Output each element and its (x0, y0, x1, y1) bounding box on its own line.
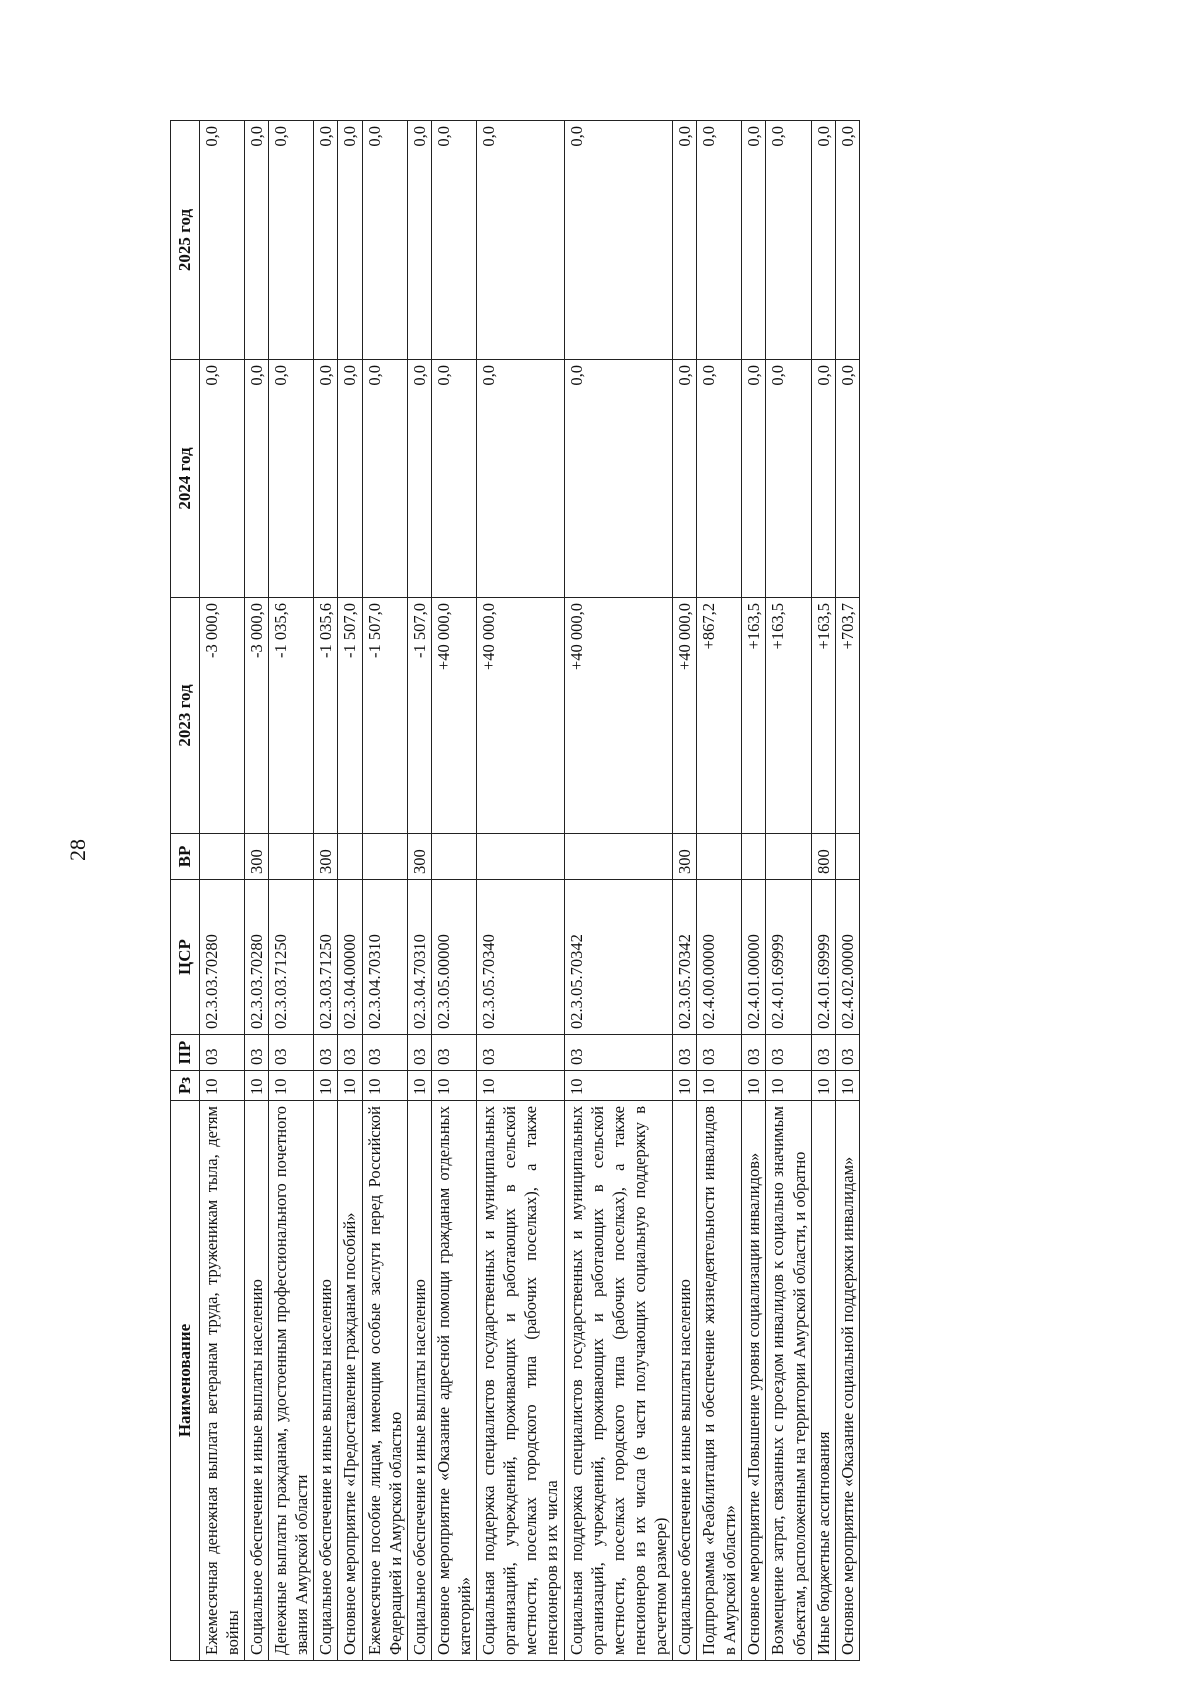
cell-2025: 0,0 (269, 121, 314, 360)
cell-name: Социальное обеспечение и иные выплаты населению (673, 1101, 697, 1661)
header-2024: 2024 год (171, 360, 200, 598)
cell-pr: 03 (673, 1035, 697, 1071)
cell-pr: 03 (338, 1035, 362, 1071)
header-2023: 2023 год (171, 598, 200, 834)
table-row (835, 121, 859, 1661)
cell-csr: 02.4.01.69999 (766, 880, 811, 1035)
cell-csr: 02.3.04.70310 (362, 880, 407, 1035)
cell-csr: 02.4.01.00000 (742, 880, 766, 1035)
cell-2025: 0,0 (338, 121, 362, 360)
cell-name: Денежные выплаты гражданам, удостоенным профессионального почетного звания Амурской области (269, 1101, 314, 1661)
cell-name: Основное мероприятие «Повышение уровня социализации инвалидов» (742, 1101, 766, 1661)
cell-rz: 10 (199, 1071, 244, 1101)
cell-rz: 10 (362, 1071, 407, 1101)
table-row (269, 121, 314, 1661)
cell-2025: 0,0 (407, 121, 431, 360)
cell-2023: +40 000,0 (477, 598, 564, 834)
table-row (673, 121, 697, 1661)
cell-2024: 0,0 (362, 360, 407, 598)
cell-2024: 0,0 (697, 360, 742, 598)
cell-vr (835, 834, 859, 880)
table-row (314, 121, 338, 1661)
table-row (811, 121, 835, 1661)
cell-vr: 300 (673, 834, 697, 880)
cell-2023: +40 000,0 (673, 598, 697, 834)
cell-2024: 0,0 (835, 360, 859, 598)
cell-2024: 0,0 (407, 360, 431, 598)
rotated-page-content (170, 121, 1200, 1661)
cell-pr: 03 (244, 1035, 268, 1071)
cell-2025: 0,0 (835, 121, 859, 360)
cell-csr: 02.4.01.69999 (811, 880, 835, 1035)
cell-csr: 02.3.05.70342 (564, 880, 673, 1035)
cell-csr: 02.3.04.00000 (338, 880, 362, 1035)
cell-2024: 0,0 (244, 360, 268, 598)
cell-name: Подпрограмма «Реабилитация и обеспечение жизнедеятельности инвалидов в Амурской области» (697, 1101, 742, 1661)
cell-csr: 02.3.05.00000 (431, 880, 476, 1035)
cell-rz: 10 (431, 1071, 476, 1101)
cell-name: Ежемесячное пособие лицам, имеющим особые заслуги перед Российской Федерацией и Амурской областью (362, 1101, 407, 1661)
cell-rz: 10 (244, 1071, 268, 1101)
cell-name: Основное мероприятие «Предоставление гражданам пособий» (338, 1101, 362, 1661)
header-rz: Рз (171, 1071, 200, 1101)
cell-rz: 10 (338, 1071, 362, 1101)
cell-2024: 0,0 (673, 360, 697, 598)
cell-name: Иные бюджетные ассигнования (811, 1101, 835, 1661)
cell-rz: 10 (269, 1071, 314, 1101)
cell-rz: 10 (407, 1071, 431, 1101)
table-row (742, 121, 766, 1661)
cell-pr: 03 (564, 1035, 673, 1071)
cell-pr: 03 (697, 1035, 742, 1071)
header-pr: ПР (171, 1035, 200, 1071)
cell-2024: 0,0 (766, 360, 811, 598)
table-row (766, 121, 811, 1661)
cell-2023: +867,2 (697, 598, 742, 834)
table-row (338, 121, 362, 1661)
cell-csr: 02.4.00.00000 (697, 880, 742, 1035)
cell-rz: 10 (314, 1071, 338, 1101)
cell-pr: 03 (742, 1035, 766, 1071)
cell-name: Социальная поддержка специалистов государственных и муниципальных организаций, учреждений, проживающих и работающих в сельской местности, поселках городского типа (рабочих поселках), а также пенсионеров из их числа (477, 1101, 564, 1661)
cell-pr: 03 (407, 1035, 431, 1071)
cell-csr: 02.3.03.70280 (244, 880, 268, 1035)
cell-rz: 10 (835, 1071, 859, 1101)
table-row (407, 121, 431, 1661)
cell-vr (338, 834, 362, 880)
cell-rz: 10 (811, 1071, 835, 1101)
cell-csr: 02.4.02.00000 (835, 880, 859, 1035)
cell-csr: 02.3.04.70310 (407, 880, 431, 1035)
cell-2024: 0,0 (742, 360, 766, 598)
cell-2023: -1 507,0 (362, 598, 407, 834)
cell-vr: 300 (314, 834, 338, 880)
table-row (431, 121, 476, 1661)
cell-name: Социальное обеспечение и иные выплаты населению (244, 1101, 268, 1661)
cell-2025: 0,0 (766, 121, 811, 360)
cell-2023: +40 000,0 (431, 598, 476, 834)
cell-vr (199, 834, 244, 880)
cell-vr (431, 834, 476, 880)
cell-pr: 03 (362, 1035, 407, 1071)
cell-name: Социальное обеспечение и иные выплаты населению (407, 1101, 431, 1661)
cell-2023: -3 000,0 (244, 598, 268, 834)
cell-pr: 03 (835, 1035, 859, 1071)
cell-vr (362, 834, 407, 880)
cell-csr: 02.3.03.71250 (269, 880, 314, 1035)
cell-vr (766, 834, 811, 880)
cell-2024: 0,0 (314, 360, 338, 598)
cell-2024: 0,0 (564, 360, 673, 598)
cell-2025: 0,0 (199, 121, 244, 360)
header-vr: ВР (171, 834, 200, 880)
cell-csr: 02.3.05.70342 (673, 880, 697, 1035)
cell-2023: +163,5 (811, 598, 835, 834)
cell-pr: 03 (314, 1035, 338, 1071)
table-row (564, 121, 673, 1661)
cell-rz: 10 (697, 1071, 742, 1101)
cell-vr (564, 834, 673, 880)
cell-2025: 0,0 (811, 121, 835, 360)
cell-2023: -1 035,6 (314, 598, 338, 834)
cell-vr: 800 (811, 834, 835, 880)
table-row (199, 121, 244, 1661)
cell-2023: +703,7 (835, 598, 859, 834)
cell-rz: 10 (564, 1071, 673, 1101)
cell-2023: +163,5 (766, 598, 811, 834)
cell-vr (477, 834, 564, 880)
cell-name: Основное мероприятие «Оказание адресной помощи гражданам отдельных категорий» (431, 1101, 476, 1661)
header-2025: 2025 год (171, 121, 200, 360)
cell-2024: 0,0 (811, 360, 835, 598)
page-number: 28 (65, 839, 90, 861)
cell-rz: 10 (477, 1071, 564, 1101)
cell-pr: 03 (269, 1035, 314, 1071)
table-row (697, 121, 742, 1661)
cell-vr (742, 834, 766, 880)
header-name: Наименование (171, 1101, 200, 1661)
cell-2023: -1 035,6 (269, 598, 314, 834)
cell-vr (269, 834, 314, 880)
cell-rz: 10 (766, 1071, 811, 1101)
cell-2023: +163,5 (742, 598, 766, 834)
cell-vr: 300 (407, 834, 431, 880)
cell-2025: 0,0 (244, 121, 268, 360)
cell-2024: 0,0 (269, 360, 314, 598)
cell-name: Возмещение затрат, связанных с проездом инвалидов к социально значимым объектам, расположенным на территории Амурской области, и обратно (766, 1101, 811, 1661)
cell-vr (697, 834, 742, 880)
cell-2025: 0,0 (697, 121, 742, 360)
cell-2025: 0,0 (314, 121, 338, 360)
cell-2024: 0,0 (477, 360, 564, 598)
cell-2024: 0,0 (431, 360, 476, 598)
cell-pr: 03 (199, 1035, 244, 1071)
cell-rz: 10 (673, 1071, 697, 1101)
cell-2024: 0,0 (338, 360, 362, 598)
cell-2025: 0,0 (362, 121, 407, 360)
cell-2023: -3 000,0 (199, 598, 244, 834)
cell-pr: 03 (477, 1035, 564, 1071)
cell-name: Основное мероприятие «Оказание социальной поддержки инвалидам» (835, 1101, 859, 1661)
cell-2025: 0,0 (673, 121, 697, 360)
cell-pr: 03 (766, 1035, 811, 1071)
budget-table (170, 120, 860, 1661)
cell-csr: 02.3.03.70280 (199, 880, 244, 1035)
cell-2025: 0,0 (477, 121, 564, 360)
table-row (244, 121, 268, 1661)
table-body (199, 121, 859, 1661)
cell-pr: 03 (811, 1035, 835, 1071)
cell-2023: -1 507,0 (407, 598, 431, 834)
cell-2025: 0,0 (564, 121, 673, 360)
table-row (362, 121, 407, 1661)
table-row (477, 121, 564, 1661)
cell-rz: 10 (742, 1071, 766, 1101)
cell-2025: 0,0 (431, 121, 476, 360)
cell-2023: -1 507,0 (338, 598, 362, 834)
cell-csr: 02.3.05.70340 (477, 880, 564, 1035)
cell-2024: 0,0 (199, 360, 244, 598)
cell-2025: 0,0 (742, 121, 766, 360)
cell-vr: 300 (244, 834, 268, 880)
cell-name: Социальная поддержка специалистов государственных и муниципальных организаций, учреждений, проживающих и работающих в сельской местности, поселках городского типа (рабочих поселках), а также пенсионеров из их числа (в части получающих социальную поддержку в расчетном размере) (564, 1101, 673, 1661)
table-header-row (171, 121, 200, 1661)
cell-pr: 03 (431, 1035, 476, 1071)
cell-name: Ежемесячная денежная выплата ветеранам труда, труженикам тыла, детям войны (199, 1101, 244, 1661)
cell-csr: 02.3.03.71250 (314, 880, 338, 1035)
cell-name: Социальное обеспечение и иные выплаты населению (314, 1101, 338, 1661)
cell-2023: +40 000,0 (564, 598, 673, 834)
header-csr: ЦСР (171, 880, 200, 1035)
